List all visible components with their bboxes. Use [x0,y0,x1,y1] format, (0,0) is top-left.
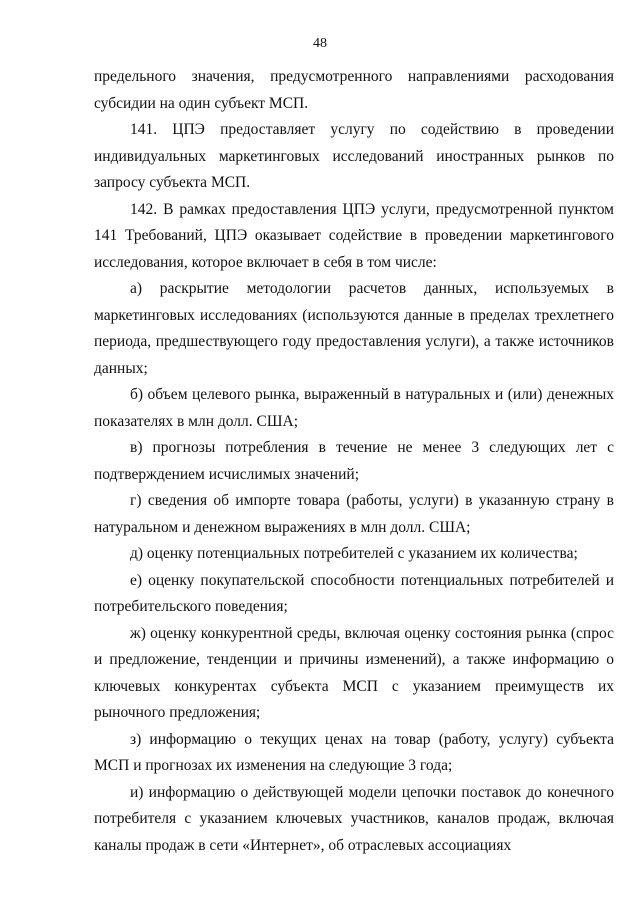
list-item-i: и) информацию о действующей модели цепочки поставок до конечного потребителя с указанием ключевых участников, каналов продаж, включая каналы продаж в сети «Интернет», об отраслевых ассоциациях [94,783,614,854]
list-item-z: з) информацию о текущих ценах на товар (работу, услугу) субъекта МСП и прогнозах их изменения на следующие 3 года; [94,730,614,774]
page-number: 48 [313,36,327,51]
list-item-d: д) оценку потенциальных потребителей с указанием их количества; [130,545,578,562]
paragraph-142: 142. В рамках предоставления ЦПЭ услуги, предусмотренной пунктом 141 Требований, ЦПЭ оказывает содействие в проведении маркетингового исследования, которое включает в себя в том числе: [94,200,614,271]
list-item-zh: ж) оценку конкурентной среды, включая оценку состояния рынка (спрос и предложение, тенденции и причины изменений), а также информацию о ключевых конкурентах субъекта МСП с указанием преимуществ их рыночного предложения; [94,624,614,721]
list-item-a: а) раскрытие методологии расчетов данных, используемых в маркетинговых исследованиях (используются данные в пределах трехлетнего периода, предшествующего году предоставления услуги), а также источников данных; [94,280,614,377]
list-item-g: г) сведения об импорте товара (работы, услуги) в указанную страну в натуральном и денежном выражениях в млн долл. США; [94,492,614,536]
list-item-e: е) оценку покупательской способности потенциальных потребителей и потребительского поведения; [94,571,614,615]
paragraph-continuation: предельного значения, предусмотренного направлениями расходования субсидии на один субъект МСП. [94,68,614,112]
list-item-v: в) прогнозы потребления в течение не менее 3 следующих лет с подтверждением исчислимых значений; [94,439,614,483]
paragraph-141: 141. ЦПЭ предоставляет услугу по содействию в проведении индивидуальных маркетинговых исследований иностранных рынков по запросу субъекта МСП. [94,121,614,191]
document-body [94,64,614,859]
list-item-b: б) объем целевого рынка, выраженный в натуральных и (или) денежных показателях в млн долл. США; [94,386,614,430]
